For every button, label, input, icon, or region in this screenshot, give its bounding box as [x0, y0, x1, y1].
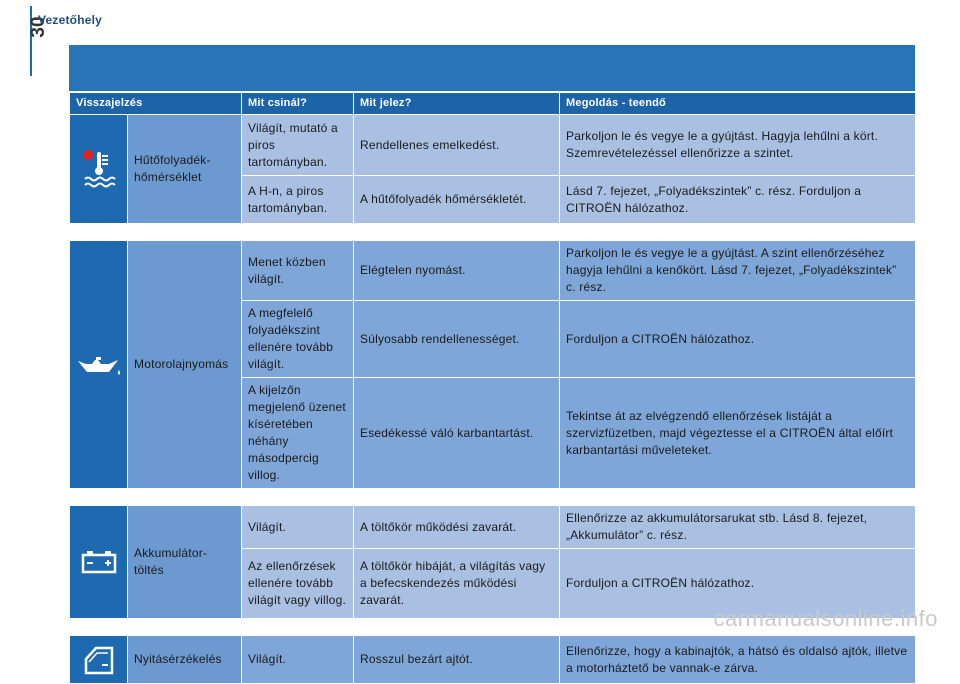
- indicates-cell: Rosszul bezárt ajtót.: [354, 636, 560, 684]
- solution-cell: Ellenőrizze, hogy a kabinajtók, a hátsó és oldalsó ajtók, illetve a motorháztető be vannak-e zárva.: [560, 636, 916, 684]
- indicator-icon-cell: [70, 506, 128, 619]
- indicates-cell: A hűtőfolyadék hőmérsékletét.: [354, 176, 560, 224]
- table-row: [70, 506, 916, 549]
- col-header-what: Mit csinál?: [242, 93, 354, 115]
- battery-icon: [81, 550, 117, 574]
- watermark: carmanualsonline.info: [713, 606, 938, 631]
- table-header-row: [70, 93, 916, 115]
- what-cell: Világít.: [242, 636, 354, 684]
- indicates-cell: A töltőkör működési zavarát.: [354, 506, 560, 549]
- door-open-icon: [82, 645, 116, 675]
- indicator-name: Hűtőfolyadék-hőmérséklet: [128, 115, 242, 224]
- indicator-icon-cell: [70, 241, 128, 489]
- indicator-name: Akkumulátor-töltés: [128, 506, 242, 619]
- solution-cell: Forduljon a CITROËN hálózathoz.: [560, 301, 916, 378]
- table-row: [70, 241, 916, 301]
- what-cell: A kijelzőn megjelenő üzenet kíséretében néhány másodpercig villog.: [242, 378, 354, 489]
- what-cell: Menet közben világít.: [242, 241, 354, 301]
- solution-cell: Parkoljon le és vegye le a gyújtást. Hagyja lehűlni a kört. Szemrevételezéssel ellenőrizze a szintet.: [560, 115, 916, 176]
- what-cell: Az ellenőrzések ellenére tovább világít vagy villog.: [242, 549, 354, 619]
- oil-pressure-icon: [76, 352, 122, 378]
- top-band: [69, 45, 915, 91]
- table-row: [70, 115, 916, 176]
- what-cell: A megfelelő folyadékszint ellenére tovább világít.: [242, 301, 354, 378]
- indicates-cell: Súlyosabb rendellenességet.: [354, 301, 560, 378]
- coolant-temperature-icon: [82, 149, 116, 189]
- indicates-cell: Esedékessé váló karbantartást.: [354, 378, 560, 489]
- what-cell: A H-n, a piros tartományban.: [242, 176, 354, 224]
- solution-cell: Ellenőrizze az akkumulátorsarukat stb. Lásd 8. fejezet, „Akkumulátor” c. rész.: [560, 506, 916, 549]
- col-header-indicates: Mit jelez?: [354, 93, 560, 115]
- indicator-name: Nyitásérzékelés: [128, 636, 242, 684]
- col-header-indicator: Visszajelzés: [70, 93, 242, 115]
- what-cell: Világít, mutató a piros tartományban.: [242, 115, 354, 176]
- page-number: 30: [28, 16, 49, 38]
- indicator-icon-cell: [70, 636, 128, 684]
- indicator-name: Motorolajnyomás: [128, 241, 242, 489]
- solution-cell: Forduljon a CITROËN hálózathoz.: [560, 549, 916, 619]
- section-title: Vezetőhely: [38, 13, 103, 27]
- indicates-cell: Rendellenes emelkedést.: [354, 115, 560, 176]
- indicates-cell: A töltőkör hibáját, a világítás vagy a befecskendezés működési zavarát.: [354, 549, 560, 619]
- solution-cell: Lásd 7. fejezet, „Folyadékszintek” c. rész. Forduljon a CITROËN hálózathoz.: [560, 176, 916, 224]
- solution-cell: Tekintse át az elvégzendő ellenőrzések listáját a szervizfüzetben, majd végeztesse el a CITROËN által előírt karbantartási műveleteket.: [560, 378, 916, 489]
- table-row: [70, 636, 916, 684]
- col-header-solution: Megoldás - teendő: [560, 93, 916, 115]
- warning-lights-table: [69, 92, 916, 684]
- indicates-cell: Elégtelen nyomást.: [354, 241, 560, 301]
- indicator-icon-cell: [70, 115, 128, 224]
- solution-cell: Parkoljon le és vegye le a gyújtást. A szint ellenőrzéséhez hagyja lehűlni a kenőkört. Lásd 7. fejezet, „Folyadékszintek” c. rész.: [560, 241, 916, 301]
- what-cell: Világít.: [242, 506, 354, 549]
